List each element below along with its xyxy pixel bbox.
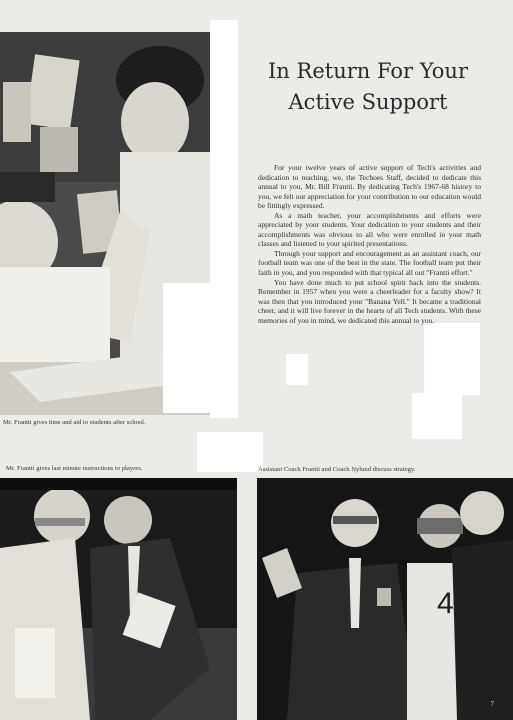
svg-text:4: 4 <box>437 587 454 620</box>
photo-coach-instructing-players <box>0 478 237 720</box>
caption-bottom-left-photo: Mr. Frantti gives last minute instructions to players. <box>6 465 143 472</box>
photo-coaches-discuss-strategy-image <box>257 478 513 720</box>
page-title <box>232 56 504 118</box>
paragraph: Through your support and encouragement as an assistant coach, our football team was one of the best in the state. The football team put their faith in you, and you responded with that typical all out "Frantti effort." <box>258 248 481 278</box>
caption-bottom-right-photo: Assistant Coach Frantti and Coach Nylund discuss strategy. <box>258 466 416 473</box>
page-number: 7 <box>490 700 494 708</box>
paragraph: For your twelve years of active support of Tech's activities and dedication to teaching, we, the Techoes Staff, decided to dedicate this annual to you, Mr. Bill Frantti. By dedicating Tech's 1967-68 history to you, we felt our appreciation for your contribution to our education would be fittingly expressed. <box>258 163 481 211</box>
dedication-text <box>258 163 481 325</box>
paragraph: You have done much to put school spirit back into the students. Remember in 1957 when you were a cheerleader for a faculty show? It was then that you introduced your "Banana Yell." It became a traditional cheer, and it will live forever in the hearts of all Tech students. With these memories of you in mind, we dedicated this annual to you. <box>258 277 481 325</box>
white-patch <box>412 393 462 439</box>
title-line-1: In Return For Your <box>268 59 468 83</box>
title-line-2: Active Support <box>288 90 448 114</box>
paragraph: As a math teacher, your accomplishments and efforts were appreciated by your students. Your dedication to your students and their accomplishments was obvious to all who were enrolled in your math classes and listened to your spirited presentations. <box>258 210 481 249</box>
photo-coach-instructing-players-image <box>0 478 237 720</box>
white-patch <box>163 283 211 413</box>
white-patch <box>286 354 308 385</box>
photo-coaches-discuss-strategy <box>257 478 513 720</box>
caption-top-photo: Mr. Frantti gives time and aid to students after school. <box>3 419 146 426</box>
white-patch <box>424 323 480 395</box>
white-patch <box>197 432 263 472</box>
